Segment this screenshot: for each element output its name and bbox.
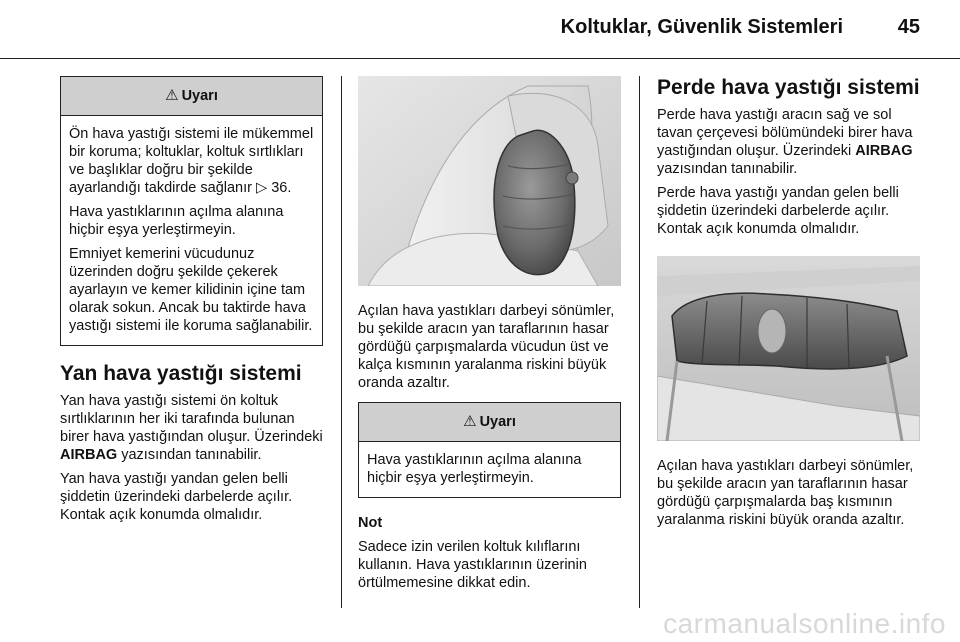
body-text: Perde hava yastığı aracın sağ ve sol tavan çerçevesi bölümündeki birer hava yastığından oluşur. Üzerindeki [657, 107, 913, 159]
body-text: Yan hava yastığı sistemi ön koltuk sırtlıklarının her iki tarafında bulunan birer hava yastığından oluşur. Üzerindeki [60, 393, 323, 445]
note-heading: Not [358, 515, 383, 531]
body-paragraph: Perde hava yastığı yandan gelen belli şiddetin üzerindeki darbelerde açılır. Kontak açık konumda olmalıdır. [657, 185, 899, 237]
body-paragraph [60, 392, 323, 464]
body-paragraph: Yan hava yastığı yandan gelen belli şiddetin üzerindeki darbelerde açılır. Kontak açık konumda olmalıdır. [60, 471, 293, 523]
header-divider [0, 58, 960, 59]
body-paragraph [657, 106, 920, 178]
page-number: 45 [897, 16, 920, 38]
curtain-airbag-illustration [657, 256, 920, 441]
side-airbag-seat-illustration [358, 76, 621, 286]
warning-text: Ön hava yastığı sistemi ile mükemmel bir koruma; koltuklar, koltuk sırtlıkları ve başlıklar doğru bir şekilde ayarlandığı takdirde sağlanır [69, 126, 314, 196]
column-divider-right [639, 76, 640, 608]
middle-column [358, 76, 621, 598]
page-reference: 36. [271, 180, 292, 196]
left-column [60, 76, 323, 530]
warning-paragraph: Emniyet kemerini vücudunuz üzerinden doğru şekilde çekerek ayarlayın ve kemer kilidinin içine tam olarak sokun. Ancak bu taktirde hava yastığı sistemi ile koruma sağlanabilir. [69, 246, 313, 334]
note-text: Sadece izin verilen koltuk kılıflarını kullanın. Hava yastıklarının üzerinin örtülmemesine dikkat edin. [358, 539, 587, 591]
right-column [657, 76, 920, 535]
image-caption: Açılan hava yastıkları darbeyi sönümler, bu şekilde aracın yan taraflarının hasar gördüğü çarpışmalarda vücudun üst ve kalça kısmının yaralanma riskini büyük oranda azaltır. [358, 303, 615, 391]
warning-paragraph: Hava yastıklarının açılma alanına hiçbir eşya yerleştirmeyin. [69, 204, 284, 238]
warning-box-deploy-area [358, 402, 621, 498]
seat-airbag-image [358, 76, 621, 286]
section-heading-side-airbag: Yan hava yastığı sistemi [60, 362, 302, 385]
warning-triangle-icon: ⚠ [165, 87, 179, 104]
warning-box-front-airbag [60, 76, 323, 346]
airbag-label: AIRBAG [855, 143, 913, 159]
warning-box-header [359, 403, 620, 442]
warning-triangle-icon: ⚠ [463, 413, 477, 430]
page-header-title: Koltuklar, Güvenlik Sistemleri [560, 16, 843, 38]
warning-box-header [61, 77, 322, 116]
body-text: yazısından tanınabilir. [657, 161, 798, 177]
watermark: carmanualsonline.info [663, 608, 946, 639]
warning-paragraph [69, 125, 314, 197]
warning-box-body [61, 116, 322, 345]
curtain-airbag-image [657, 256, 920, 441]
warning-box-body [359, 442, 620, 497]
image-caption: Açılan hava yastıkları darbeyi sönümler, bu şekilde aracın yan taraflarının hasar gördüğü çarpışmalarda baş kısmının yaralanma riskini büyük oranda azaltır. [657, 458, 914, 528]
airbag-label: AIRBAG [60, 447, 118, 463]
warning-title: Uyarı [479, 414, 516, 430]
column-divider-left [341, 76, 342, 608]
section-heading-curtain-airbag: Perde hava yastığı sistemi [657, 76, 920, 99]
page-reference-arrow-icon: ▷ [256, 180, 268, 196]
warning-paragraph: Hava yastıklarının açılma alanına hiçbir eşya yerleştirmeyin. [367, 452, 582, 486]
warning-title: Uyarı [181, 88, 218, 104]
body-text: yazısından tanınabilir. [121, 447, 262, 463]
